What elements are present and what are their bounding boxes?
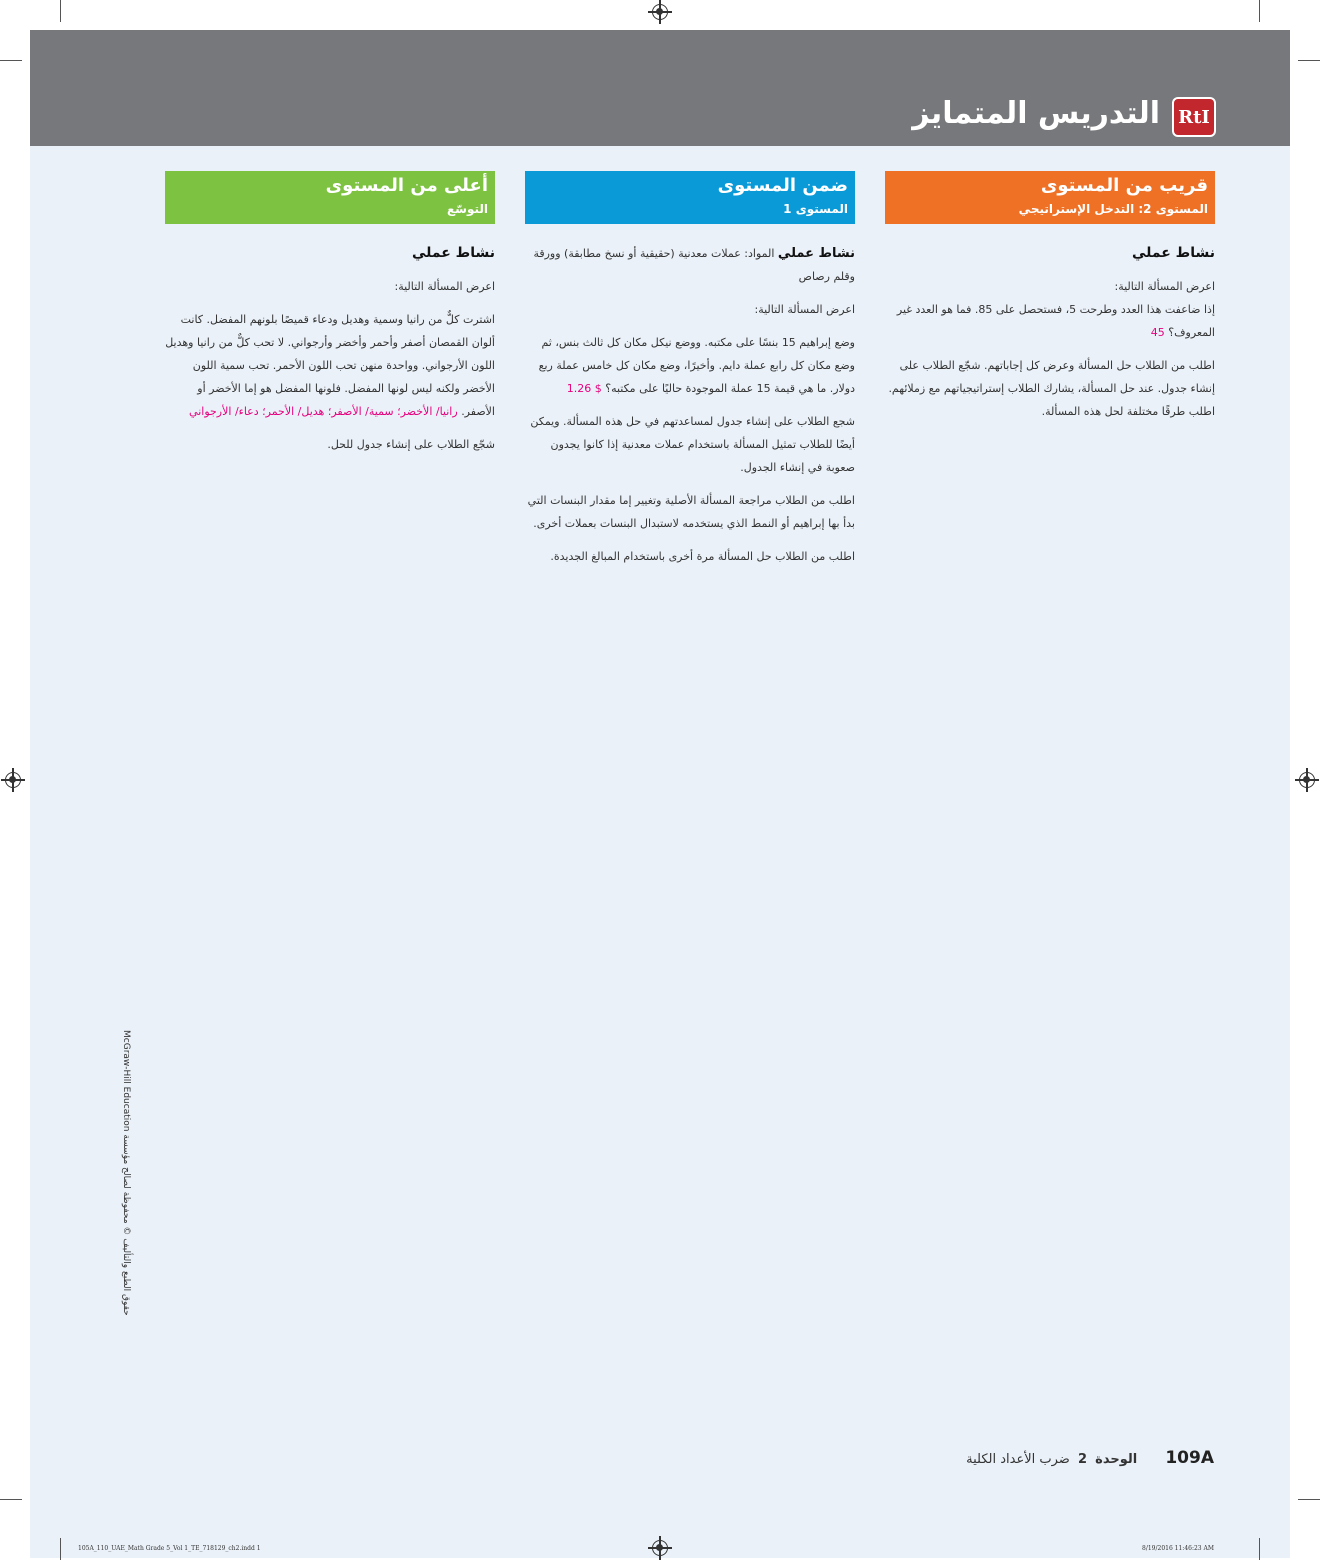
paragraph: اطلب من الطلاب حل المسألة مرة أخرى باستخدام المبالغ الجديدة. bbox=[550, 550, 855, 563]
column-header bbox=[165, 171, 495, 224]
crop-mark bbox=[0, 1499, 22, 1500]
column-header bbox=[525, 171, 855, 224]
paragraph: شجع الطلاب على إنشاء جدول لمساعدتهم في حل هذه المسألة. ويمكن أيضًا للطلاب تمثيل المسألة باستخدام عملات معدنية إذا كانوا يجدون صعوبة في إنشاء الجدول. bbox=[530, 415, 855, 474]
copyright-credit: حقوق الطبع والتأليف © محفوظة لصالح مؤسسة McGraw-Hill Education bbox=[121, 1030, 131, 1316]
answer: 45 bbox=[1150, 326, 1165, 339]
problem-body: وضع إبراهيم 15 بنسًا على مكتبه. ووضع نيكل مكان كل ثالث بنس، ثم وضع مكان كل رابع عملة دايم. وأخيرًا، وضع مكان كل خامس عملة ربع دولار. ما هي قيمة 15 عملة الموجودة حاليًا على مكتبه؟ bbox=[538, 336, 855, 395]
crop-mark bbox=[1298, 1499, 1320, 1500]
column-header bbox=[885, 171, 1215, 224]
answer: رانيا/ الأخضر؛ سمية/ الأصفر؛ هديل/ الأحمر؛ دعاء/ الأرجواني bbox=[189, 405, 458, 418]
column-title: قريب من المستوى bbox=[1040, 175, 1208, 196]
crop-mark bbox=[60, 0, 61, 22]
activity-title: نشاط عملي bbox=[777, 246, 855, 261]
page-footer bbox=[966, 1448, 1214, 1468]
paragraph: اطلب من الطلاب حل المسألة وعرض كل إجاباتهم. شجّع الطلاب على إنشاء جدول. عند حل المسألة، يشارك الطلاب إستراتيجياتهم مع زملائهم. اطلب طرقًا مختلفة لحل هذه المسألة. bbox=[888, 359, 1215, 418]
rti-badge: RtI bbox=[1172, 97, 1216, 137]
page-title: التدريس المتمايز bbox=[912, 96, 1160, 131]
problem-body: اشترت كلٌّ من رانيا وسمية وهديل ودعاء قميصًا بلونهم المفضل. كانت ألوان القمصان أصفر وأحمر وأخضر وأرجواني. لا تحب كلٌّ من رانيا وهديل اللون الأرجواني. وواحدة منهن تحب اللون الأحمر. تحب سمية اللون الأخضر ولكنه ليس لونها المفضل. فلونها المفضل هو إما الأخضر أو الأصفر. bbox=[165, 313, 495, 418]
paragraph: اعرض المسألة التالية: bbox=[1114, 280, 1215, 293]
crop-mark bbox=[1298, 60, 1320, 61]
column-approaching-level bbox=[885, 171, 1215, 433]
registration-mark-icon bbox=[652, 1540, 668, 1556]
problem-text bbox=[885, 298, 1215, 344]
registration-mark-icon bbox=[652, 4, 668, 20]
date-slug: 8/19/2016 11:46:23 AM bbox=[1142, 1545, 1215, 1552]
file-slug: 105A_110_UAE_Math Grade 5_Vol 1_TE_718129_ch2.indd 1 bbox=[78, 1545, 261, 1552]
materials: المواد: عملات معدنية (حقيقية أو نسخ مطابقة) وورقة وقلم رصاص bbox=[533, 247, 855, 283]
problem-body: إذا ضاعفت هذا العدد وطرحت 5، فستحصل على 85. فما هو العدد غير المعروف؟ bbox=[896, 303, 1215, 339]
column-title: ضمن المستوى bbox=[717, 175, 848, 196]
registration-mark-icon bbox=[1299, 772, 1315, 788]
paragraph: اعرض المسألة التالية: bbox=[394, 280, 495, 293]
column-on-level bbox=[525, 171, 855, 578]
column-title: أعلى من المستوى bbox=[325, 175, 488, 196]
materials-text bbox=[525, 242, 855, 288]
problem-text bbox=[525, 331, 855, 400]
problem-text bbox=[165, 308, 495, 423]
registration-mark-icon bbox=[5, 772, 21, 788]
crop-mark bbox=[0, 60, 22, 61]
crop-mark bbox=[1259, 0, 1260, 22]
crop-mark bbox=[60, 1538, 61, 1560]
unit-title: ضرب الأعداد الكلية bbox=[966, 1452, 1070, 1467]
column-subtitle: المستوى 2: التدخل الإستراتيجي bbox=[1018, 202, 1208, 216]
column-subtitle: المستوى 1 bbox=[783, 202, 848, 216]
paragraph: اطلب من الطلاب مراجعة المسألة الأصلية وتغيير إما مقدار البنسات التي بدأ بها إبراهيم أو النمط الذي يستخدمه لاستبدال البنسات بعملات أخرى. bbox=[527, 494, 855, 530]
paragraph: شجّع الطلاب على إنشاء جدول للحل. bbox=[327, 438, 495, 451]
column-subtitle: التوسّع bbox=[446, 202, 488, 216]
unit-label: الوحدة bbox=[1095, 1452, 1138, 1467]
paragraph: اعرض المسألة التالية: bbox=[754, 303, 855, 316]
column-beyond-level bbox=[165, 171, 495, 466]
answer: $ 1.26 bbox=[566, 382, 602, 395]
page-number: 109A bbox=[1165, 1448, 1214, 1468]
crop-mark bbox=[1259, 1538, 1260, 1560]
unit-number: 2 bbox=[1077, 1452, 1088, 1467]
activity-title: نشاط عملي bbox=[1131, 245, 1215, 261]
activity-title: نشاط عملي bbox=[411, 245, 495, 261]
